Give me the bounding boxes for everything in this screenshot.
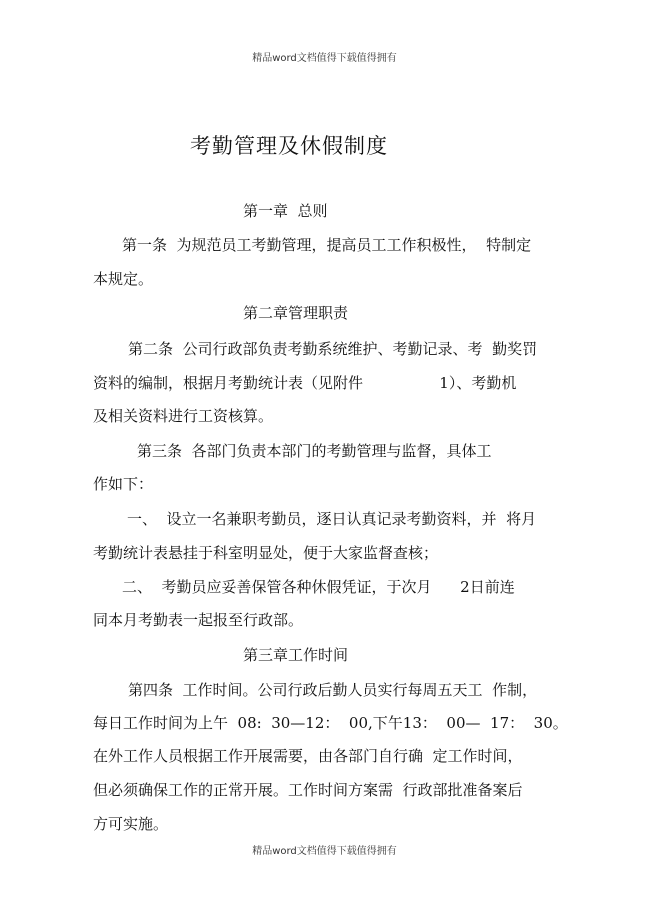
chapter-2-heading: 第二章管理职责: [243, 304, 349, 322]
item-1-line-1: 一、 设立一名兼职考勤员，逐日认真记录考勤资料，并 将月: [127, 510, 537, 528]
item-2-line-2: 同本月考勤表一起报至行政部。: [93, 611, 304, 629]
article-4-line-4: 但必须确保工作的正常开展。工作时间方案需 行政部批准备案后: [93, 781, 523, 799]
item-1-line-2: 考勤统计表悬挂于科室明显处，便于大家监督查核；: [93, 544, 439, 562]
chapter-3-heading: 第三章工作时间: [243, 646, 349, 664]
article-2-line-3: 及相关资料进行工资核算。: [93, 407, 274, 425]
article-1-line-2: 本规定。: [93, 270, 154, 288]
article-4-line-1: 第四条 工作时间。公司行政后勤人员实行每周五天工 作制，: [128, 681, 538, 699]
document-title: 考勤管理及休假制度: [190, 134, 388, 158]
article-1-line-1: 第一条 为规范员工考勤管理，提高员工工作积极性， 特制定: [122, 236, 532, 254]
page-footer: 精品word文档值得下载值得拥有: [252, 846, 397, 857]
article-3-line-2: 作如下：: [93, 475, 154, 493]
item-2-line-1: 二、 考勤员应妥善保管各种休假凭证，于次月 2日前连: [122, 578, 515, 596]
article-3-line-1: 第三条 各部门负责本部门的考勤管理与监督，具体工: [137, 442, 492, 460]
article-2-line-1: 第二条 公司行政部负责考勤系统维护、考勤记录、考 勤奖罚: [128, 340, 538, 358]
article-2-line-2: 资料的编制，根据月考勤统计表（见附件 1）、考勤机: [93, 374, 517, 392]
article-4-line-3: 在外工作人员根据工作开展需要，由各部门自行确 定工作时间，: [93, 747, 523, 765]
article-4-line-2: 每日工作时间为上午 08: 30—12： 00,下午13： 00— 17： 30。: [93, 714, 568, 732]
chapter-1-heading: 第一章 总则: [243, 202, 328, 220]
page-header: 精品word文档值得下载值得拥有: [252, 53, 397, 64]
article-4-line-5: 方可实施。: [93, 815, 169, 833]
